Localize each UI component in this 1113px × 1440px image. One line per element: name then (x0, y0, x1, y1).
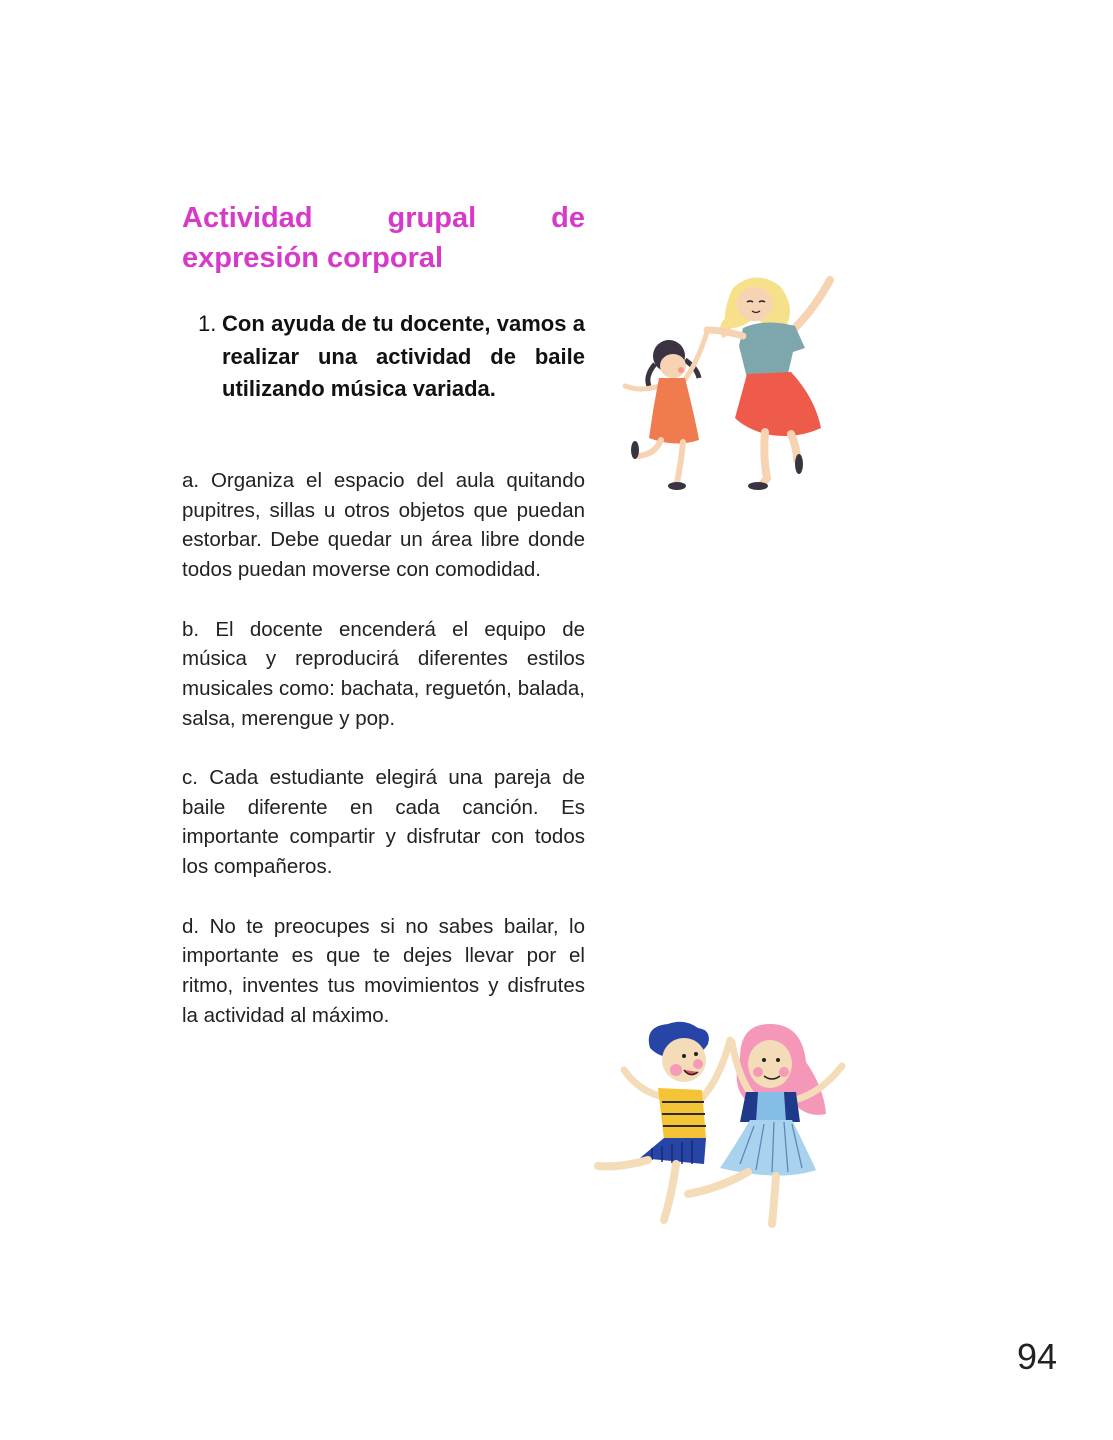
step-d: d. No te preocupes si no sabes bailar, lo importante es que te dejes llevar por el ritmo, inventes tus movimientos y disfrutes la actividad al máximo. (182, 914, 585, 1027)
instruction-item (198, 308, 585, 406)
section-title: Actividad grupal de expresión corporal (182, 202, 585, 274)
step-c: c. Cada estudiante elegirá una pareja de baile diferente en cada canción. Es importante compartir y disfrutar con todos los compañeros. (182, 766, 585, 879)
page-number: 94 (1016, 1336, 1057, 1377)
steps-list (182, 466, 585, 1060)
boy-and-girl-dancing-illustration (580, 1018, 860, 1233)
step-b: b. El docente encenderá el equipo de música y reproducirá diferentes estilos musicales como: bachata, reguetón, balada, salsa, merengue y pop. (182, 617, 585, 730)
instruction-number: 1. (198, 311, 217, 336)
woman-and-girl-dancing-illustration (615, 268, 845, 498)
step-a: a. Organiza el espacio del aula quitando pupitres, sillas u otros objetos que puedan estorbar. Debe quedar un área libre donde todos puedan moverse con comodidad. (182, 469, 585, 582)
instruction-text: Con ayuda de tu docente, vamos a realizar una actividad de baile utilizando música variada. (222, 311, 585, 401)
